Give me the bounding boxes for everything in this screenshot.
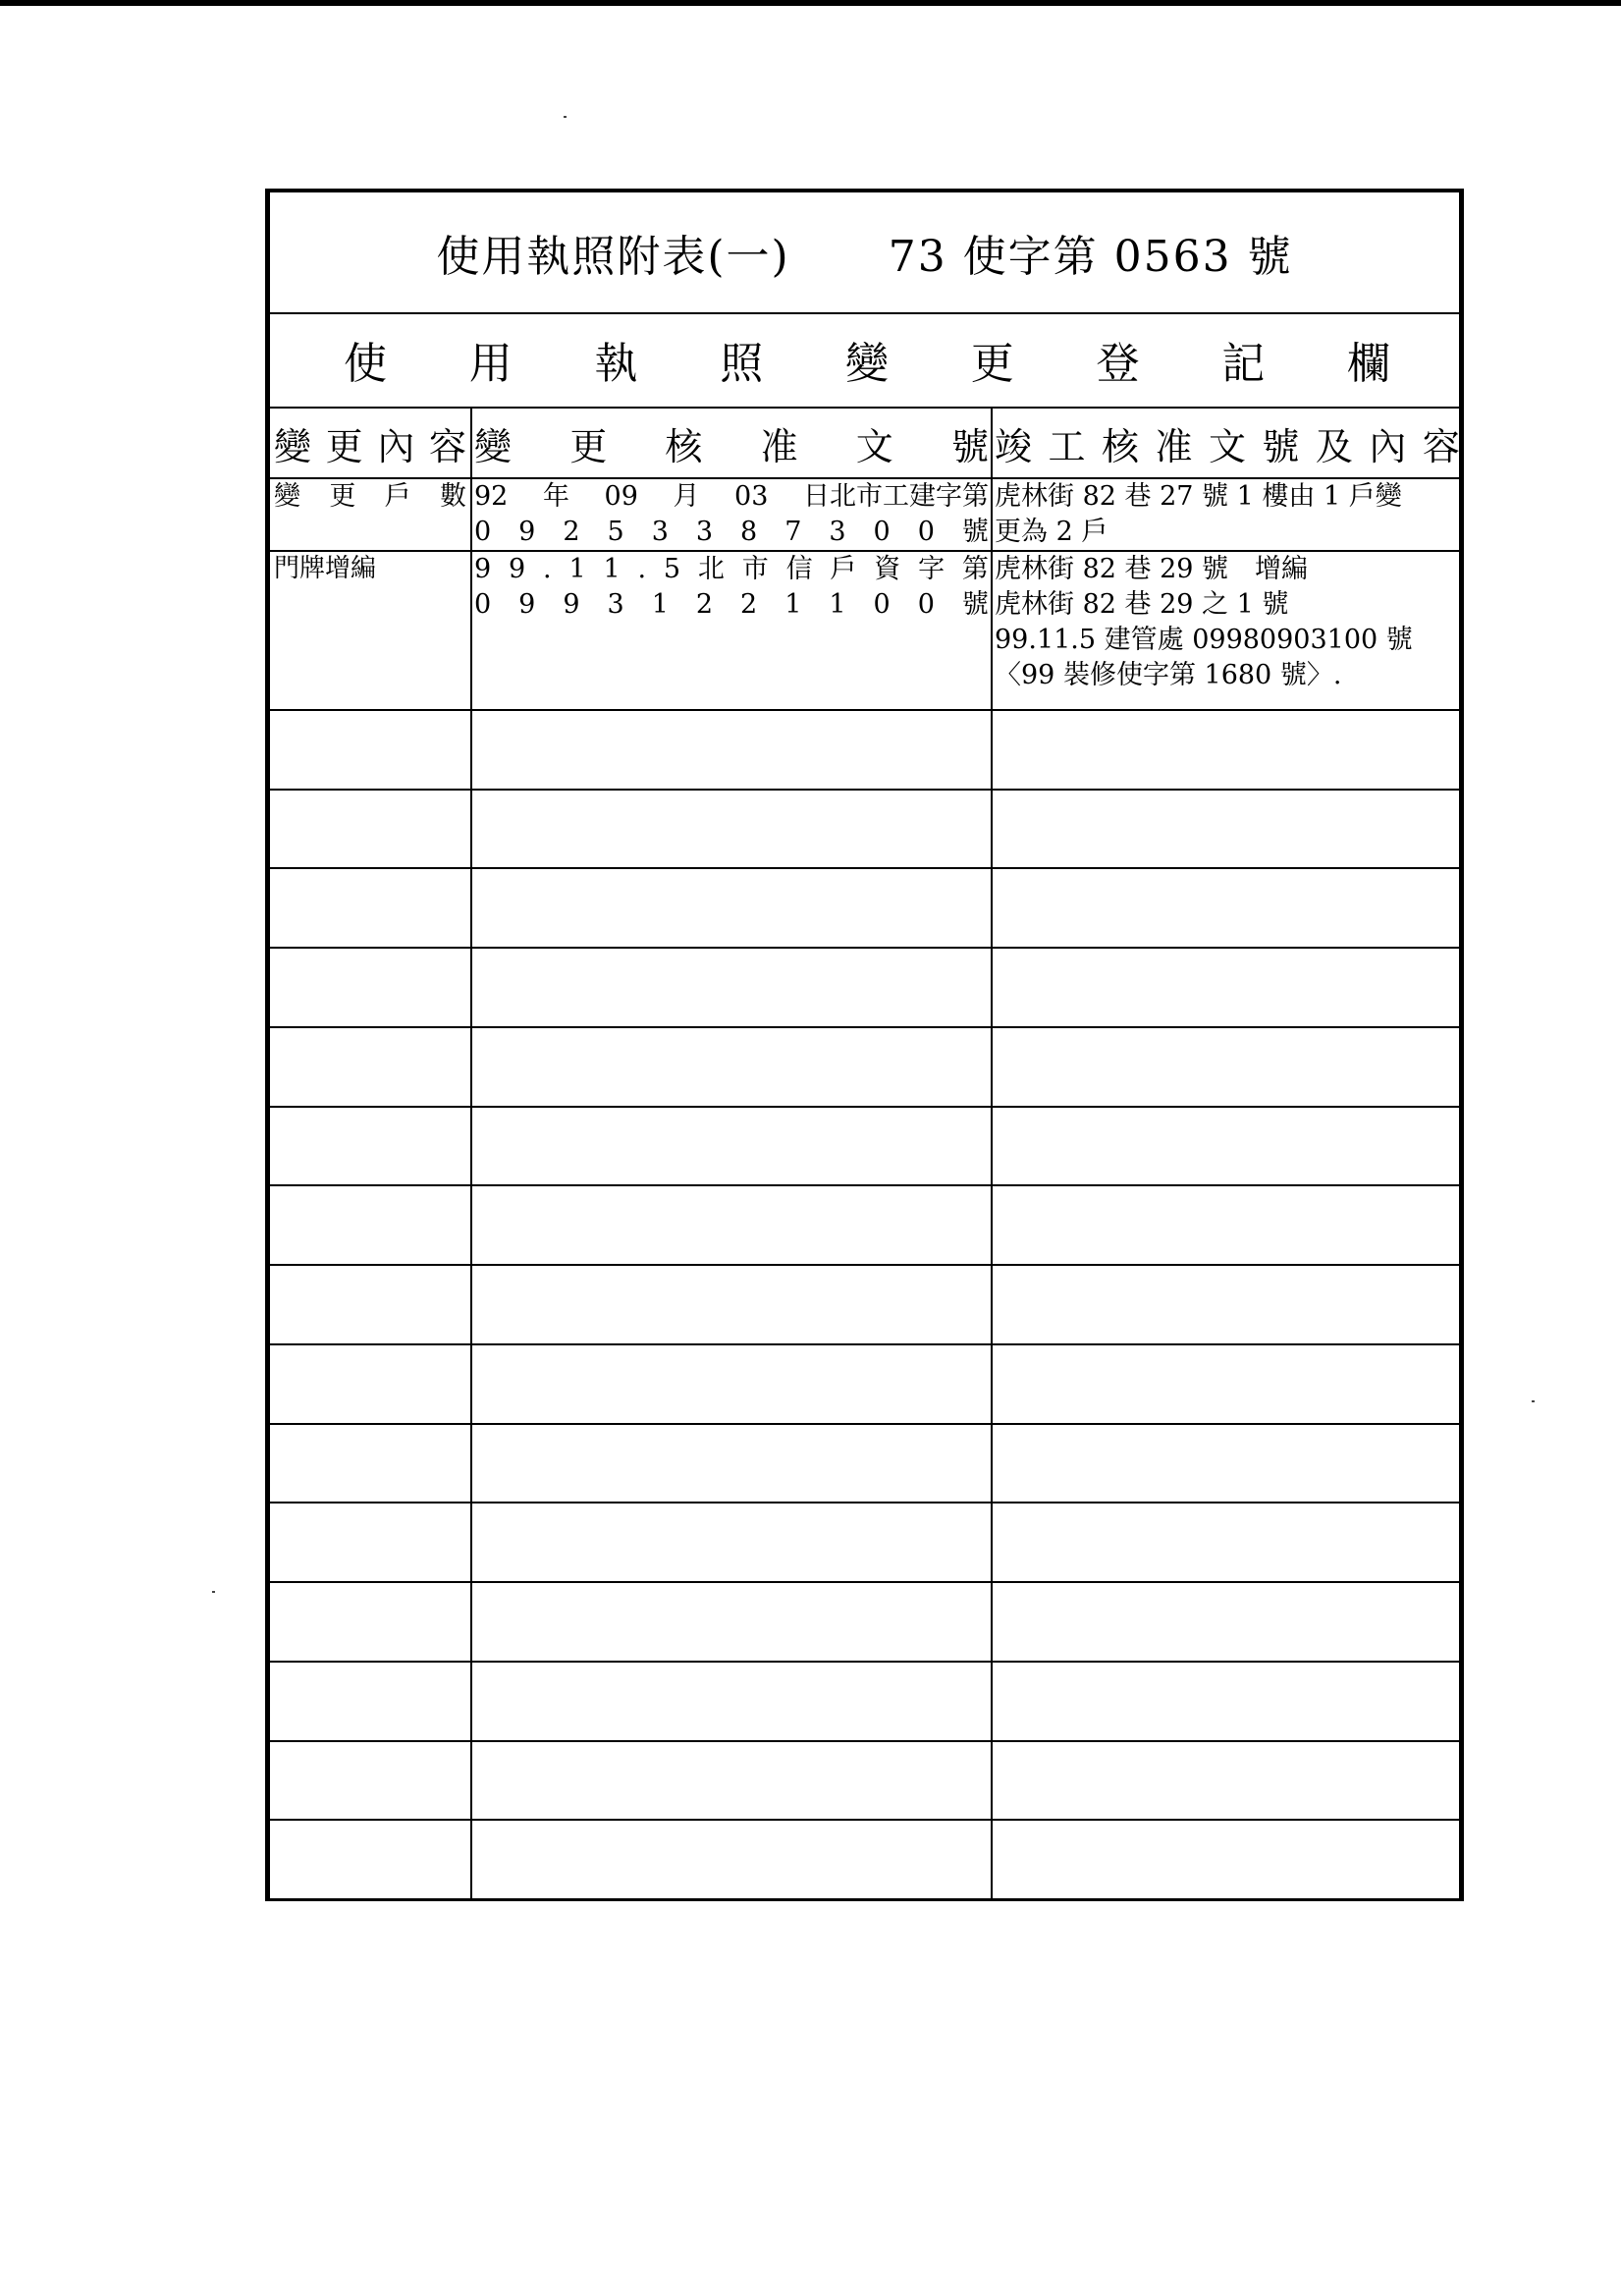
- header-char: 容: [1422, 424, 1460, 468]
- empty-table-row: [270, 1740, 1459, 1822]
- header-char: 准: [760, 424, 798, 468]
- approval-token: 北: [697, 554, 725, 584]
- approval-token: 9: [518, 517, 536, 547]
- approval-token: 市: [741, 554, 769, 584]
- approval-token: 0: [873, 517, 891, 547]
- header-char: 工: [1048, 424, 1086, 468]
- header-char: 核: [665, 424, 703, 468]
- header-char: 變: [274, 424, 312, 468]
- approval-token: 0: [873, 589, 891, 620]
- approval-token: 9: [509, 554, 526, 584]
- approval-token: 8: [740, 517, 758, 547]
- header-char: 容: [428, 424, 466, 468]
- approval-token: 7: [784, 517, 802, 547]
- header-char: 准: [1155, 424, 1193, 468]
- empty-table-row: [270, 1184, 1459, 1266]
- approval-token: 2: [695, 589, 714, 620]
- header-char: 及: [1315, 424, 1353, 468]
- scan-speck: [212, 1591, 215, 1593]
- approval-token: 3: [651, 517, 669, 547]
- approval-token: 9: [563, 589, 580, 620]
- heading-char: 用: [468, 339, 513, 389]
- approval-token: 5: [663, 554, 681, 584]
- empty-table-row: [270, 1661, 1459, 1742]
- header-change-content: [274, 409, 466, 477]
- approval-token: 資: [874, 554, 901, 584]
- empty-table-row: [270, 1581, 1459, 1663]
- empty-table-row: [270, 709, 1459, 791]
- header-char: 號: [950, 424, 989, 468]
- approval-token: 0: [917, 517, 935, 547]
- form-title-name: 使用執照附表(一): [436, 232, 790, 282]
- empty-table-row: [270, 867, 1459, 949]
- heading-char: 變: [845, 339, 889, 389]
- empty-table-row: [270, 1026, 1459, 1108]
- approval-token: 年: [542, 481, 569, 512]
- approval-token: 月: [673, 481, 700, 512]
- approval-token: 03: [734, 481, 769, 512]
- header-char: 竣: [995, 424, 1033, 468]
- approval-token: 0: [474, 589, 492, 620]
- header-char: 文: [855, 424, 893, 468]
- scan-speck: [564, 116, 567, 118]
- heading-char: 更: [970, 339, 1014, 389]
- empty-table-row: [270, 947, 1459, 1028]
- empty-table-row: [270, 1502, 1459, 1583]
- approval-token: 1: [784, 589, 802, 620]
- approval-token: 5: [607, 517, 624, 547]
- header-char: 變: [474, 424, 513, 468]
- form-title: [270, 192, 1459, 314]
- approval-token: 號: [961, 589, 989, 620]
- permit-appendix-form: [265, 189, 1464, 1901]
- approval-number-line: [474, 587, 989, 623]
- header-char: 更: [325, 424, 363, 468]
- approval-token: 戶: [830, 554, 857, 584]
- header-char: 號: [1262, 424, 1300, 468]
- heading-char: 記: [1221, 339, 1266, 389]
- header-approval-number: [474, 409, 989, 477]
- approval-token: 9: [518, 589, 536, 620]
- empty-table-row: [270, 1423, 1459, 1504]
- header-char: 內: [1369, 424, 1407, 468]
- approval-token: 1: [651, 589, 669, 620]
- table-row: [270, 477, 1459, 552]
- heading-char: 執: [594, 339, 638, 389]
- change-content: [274, 479, 466, 515]
- approval-token: 第: [961, 554, 989, 584]
- header-char: 內: [377, 424, 415, 468]
- scan-speck: [1532, 1400, 1535, 1402]
- empty-table-row: [270, 1819, 1459, 1898]
- approval-token: 0: [474, 517, 492, 547]
- completion-line: 虎林街 82 巷 29 號 增編: [995, 554, 1309, 584]
- approval-token: .: [543, 554, 552, 584]
- approval-token: 1: [829, 589, 846, 620]
- empty-table-row: [270, 789, 1459, 870]
- header-completion-content: [995, 409, 1460, 477]
- approval-number-line: [474, 479, 989, 515]
- permit-number: 73 使字第 0563 號: [888, 232, 1293, 282]
- heading-char: 登: [1096, 339, 1140, 389]
- approval-token: 3: [607, 589, 624, 620]
- heading-char: 欄: [1347, 339, 1390, 389]
- change-content-char: 變: [274, 481, 300, 512]
- approval-number-line: [474, 552, 989, 587]
- header-row: [270, 409, 1459, 479]
- change-content-char: 門牌增編: [274, 554, 377, 583]
- approval-token: 2: [740, 589, 758, 620]
- header-char: 文: [1208, 424, 1246, 468]
- completion-line: 〈99 裝修使字第 1680 號〉.: [995, 660, 1342, 690]
- approval-token: 號: [961, 517, 989, 547]
- empty-table-row: [270, 1343, 1459, 1425]
- approval-token: 3: [829, 517, 846, 547]
- change-content-char: 數: [439, 481, 466, 512]
- empty-table-row: [270, 1264, 1459, 1345]
- approval-token: 字: [918, 554, 946, 584]
- approval-token: .: [637, 554, 647, 584]
- completion-line: 更為 2 戶: [995, 517, 1108, 547]
- approval-token: 1: [603, 554, 621, 584]
- completion-line: 虎林街 82 巷 29 之 1 號: [995, 589, 1289, 620]
- change-content: [274, 552, 466, 585]
- approval-token: 3: [695, 517, 714, 547]
- approval-number-line: [474, 515, 989, 550]
- scan-top-edge: [0, 0, 1621, 6]
- approval-token: 0: [917, 589, 935, 620]
- approval-token: 日北市工建字第: [802, 481, 989, 512]
- approval-token: 1: [568, 554, 586, 584]
- heading-char: 使: [344, 339, 387, 389]
- approval-token: 信: [785, 554, 813, 584]
- change-content-char: 更: [329, 481, 356, 512]
- heading-char: 照: [720, 339, 764, 389]
- table-row: [270, 550, 1459, 711]
- change-registration-heading: [270, 312, 1459, 409]
- approval-token: 09: [604, 481, 638, 512]
- empty-table-row: [270, 1106, 1459, 1187]
- header-char: 核: [1101, 424, 1139, 468]
- change-content-char: 戶: [384, 481, 411, 512]
- completion-line: 99.11.5 建管處 09980903100 號: [995, 625, 1413, 655]
- approval-token: 9: [474, 554, 492, 584]
- completion-line: 虎林街 82 巷 27 號 1 樓由 1 戶變: [995, 481, 1402, 512]
- header-char: 更: [569, 424, 608, 468]
- approval-token: 2: [563, 517, 580, 547]
- approval-token: 92: [474, 481, 509, 512]
